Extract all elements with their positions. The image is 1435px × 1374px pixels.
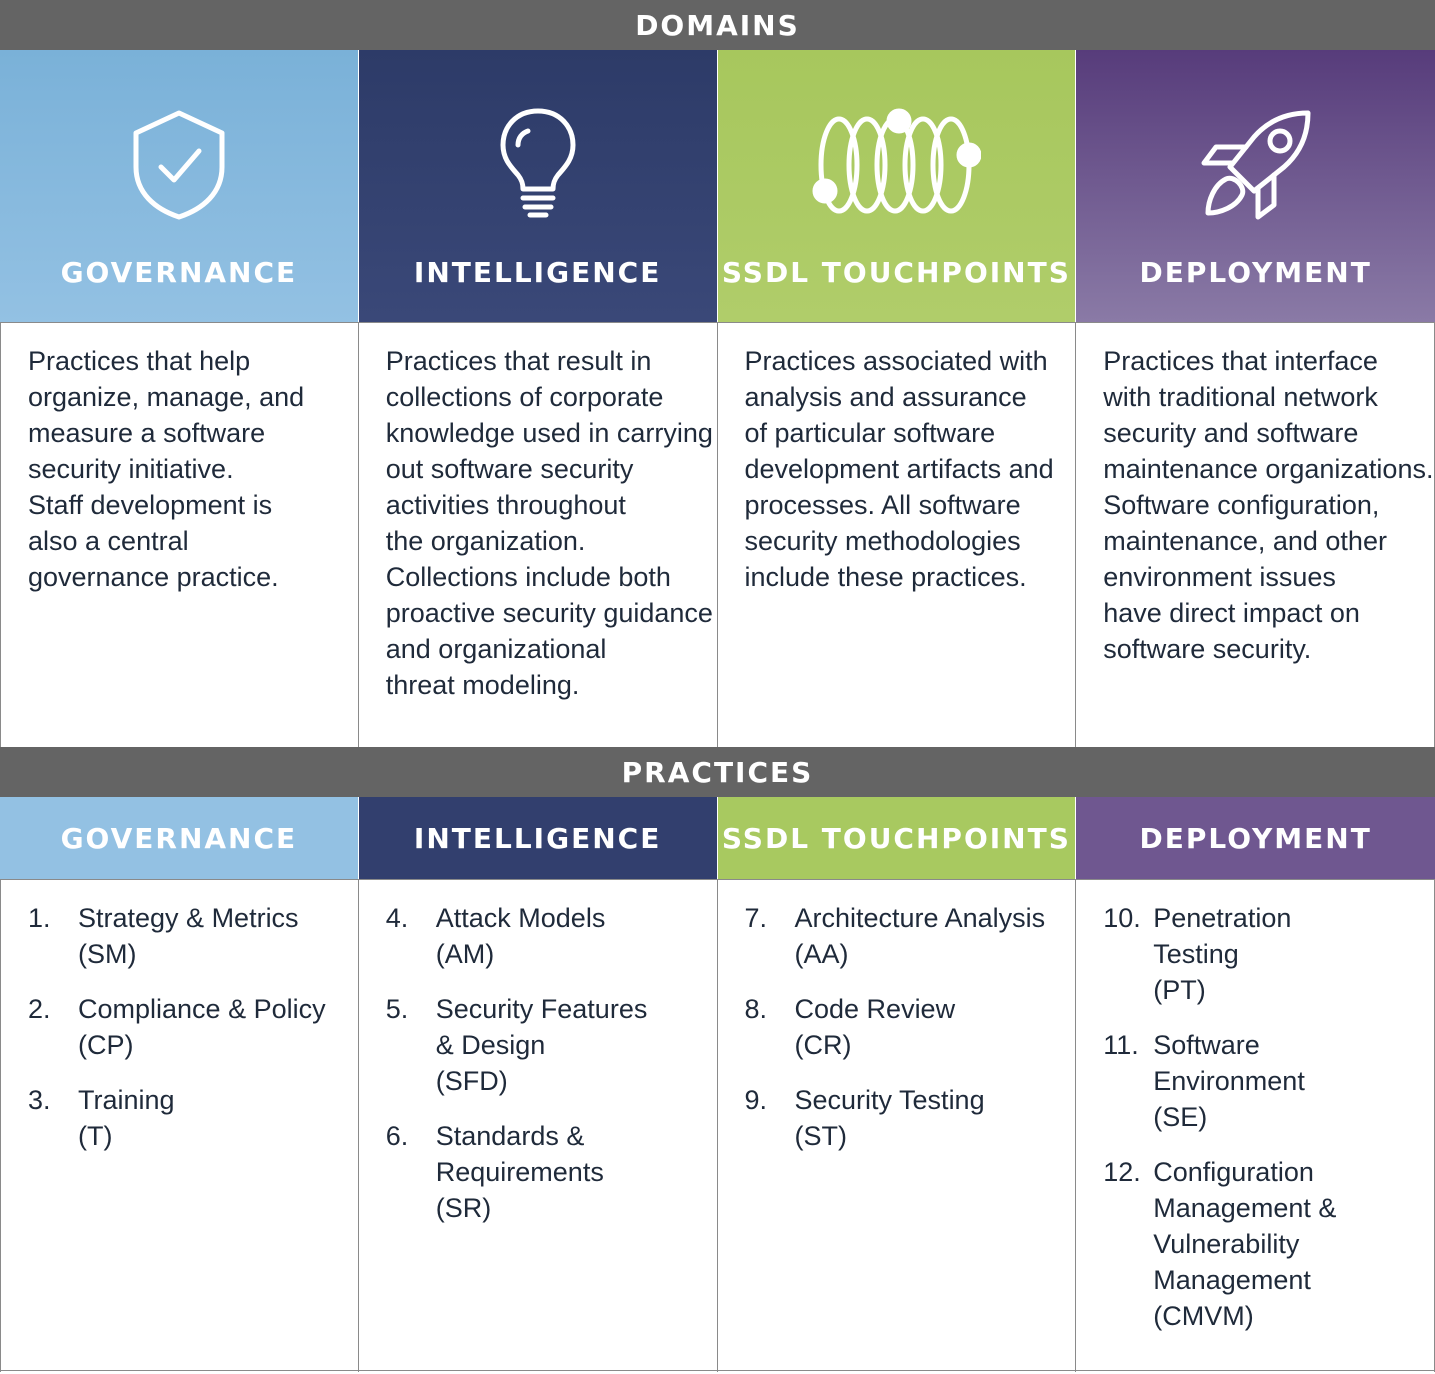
- list-item: [28, 991, 358, 1063]
- domain-tile-intelligence: [359, 50, 718, 322]
- list-item: [1103, 1027, 1434, 1135]
- description-ssdl-touchpoints: [718, 323, 1077, 748]
- domains-header: DOMAINS: [0, 0, 1435, 50]
- domain-title: DEPLOYMENT: [1139, 256, 1372, 289]
- item-number: 5.: [385, 994, 409, 1024]
- list-item: [386, 991, 717, 1099]
- practices-header: PRACTICES: [0, 747, 1435, 797]
- domain-tile-deployment: [1076, 50, 1435, 322]
- item-number: 3.: [28, 1085, 51, 1115]
- item-text: Security Features & Design (SFD): [435, 994, 648, 1096]
- item-number: 8.: [744, 994, 768, 1024]
- domain-tile-governance: [0, 50, 359, 322]
- practice-list-governance: [0, 880, 359, 1372]
- item-text: Penetration Testing (PT): [1153, 903, 1292, 1005]
- lightbulb-icon: [478, 105, 598, 225]
- item-number: 4.: [385, 903, 409, 933]
- domain-title: GOVERNANCE: [60, 256, 298, 289]
- list-item: [1103, 1154, 1434, 1334]
- rocket-icon: [1196, 105, 1316, 225]
- coil-icon: [811, 105, 981, 225]
- list-item: [1103, 900, 1434, 1008]
- item-number: 2.: [28, 994, 51, 1024]
- practice-list-ssdl-touchpoints: [718, 880, 1077, 1372]
- domain-title: INTELLIGENCE: [413, 256, 662, 289]
- item-number: 11.: [1103, 1030, 1139, 1060]
- item-text: Compliance & Policy (CP): [78, 994, 326, 1060]
- shield-check-icon: [119, 105, 239, 225]
- description-text: Practices that help organize, manage, and measure a software security initiative. Staff development is also a central governance practice.: [28, 346, 305, 592]
- description-text: Practices that result in collections of corporate knowledge used in carrying out software security activities throughout the organization. Collections include both proactive security guidance and organizational threat modeling.: [385, 346, 713, 700]
- item-text: Configuration Management & Vulnerability Management (CMVM): [1153, 1157, 1337, 1331]
- item-number: 9.: [744, 1085, 768, 1115]
- item-text: Attack Models (AM): [435, 903, 606, 969]
- practice-headers: [0, 797, 1435, 879]
- domain-title: SSDL TOUCHPOINTS: [721, 256, 1071, 289]
- item-number: 10.: [1103, 903, 1141, 933]
- practice-lists: [0, 879, 1435, 1371]
- practice-list-intelligence: [359, 880, 718, 1372]
- domain-tiles: [0, 50, 1435, 322]
- list-item: [745, 991, 1076, 1063]
- item-number: 1.: [28, 903, 51, 933]
- item-text: Code Review (CR): [794, 994, 956, 1060]
- list-item: [28, 900, 358, 972]
- list-item: [28, 1082, 358, 1154]
- practice-header-intelligence: INTELLIGENCE: [359, 797, 718, 879]
- practice-list-deployment: [1076, 880, 1435, 1372]
- domain-descriptions: [0, 322, 1435, 747]
- description-intelligence: [359, 323, 718, 748]
- item-text: Security Testing (ST): [794, 1085, 985, 1151]
- practice-header-ssdl-touchpoints: SSDL TOUCHPOINTS: [718, 797, 1077, 879]
- domain-tile-ssdl-touchpoints: [718, 50, 1077, 322]
- description-deployment: [1076, 323, 1435, 748]
- item-number: 7.: [744, 903, 768, 933]
- item-text: Software Environment (SE): [1153, 1030, 1305, 1132]
- practice-header-governance: GOVERNANCE: [0, 797, 359, 879]
- list-item: [745, 900, 1076, 972]
- item-text: Strategy & Metrics (SM): [78, 903, 299, 969]
- description-governance: [0, 323, 359, 748]
- item-number: 12.: [1103, 1157, 1141, 1187]
- list-item: [386, 1118, 717, 1226]
- practice-header-deployment: DEPLOYMENT: [1076, 797, 1435, 879]
- item-text: Architecture Analysis (AA): [794, 903, 1046, 969]
- item-text: Standards & Requirements (SR): [435, 1121, 604, 1223]
- item-number: 6.: [385, 1121, 409, 1151]
- description-text: Practices that interface with traditional network security and software maintenance organizations. Software configuration, maintenance, and other environment issues have direct impact on software security.: [1103, 346, 1434, 664]
- description-text: Practices associated with analysis and assurance of particular software development artifacts and processes. All software security methodologies include these practices.: [744, 346, 1054, 592]
- list-item: [745, 1082, 1076, 1154]
- list-item: [386, 900, 717, 972]
- item-text: Training (T): [78, 1085, 175, 1151]
